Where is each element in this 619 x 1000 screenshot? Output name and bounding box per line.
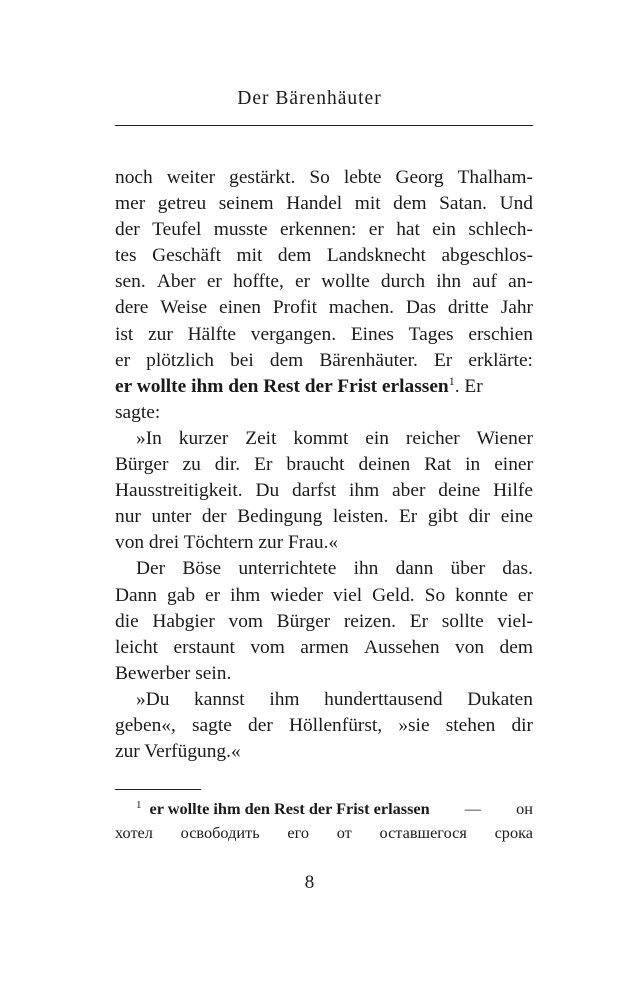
footnote-dash: — [464,799,482,818]
word: kommt [293,427,349,449]
word: Böse [182,558,222,580]
word: Rat [424,454,452,476]
word: erklärte: [468,349,533,371]
text-line [115,504,533,530]
word: Bedingung [237,506,323,528]
page-number: 8 [304,872,315,893]
word: kannst [194,688,245,710]
word: dem [499,636,533,658]
word: hunderttausend [324,688,443,710]
text-line: Bewerber sein. [115,662,232,684]
word: Eines [350,323,394,345]
word: hat [396,219,420,241]
word: viel [333,584,363,606]
footnote-number: 1 [136,799,142,811]
word: ihm [269,688,300,710]
text-line [115,478,533,504]
word: Zeit [245,427,277,449]
text-line [115,165,533,191]
word: tes [115,245,137,267]
word: dem [393,193,427,215]
word: vergangen. [250,323,337,345]
text-line [115,348,533,374]
word: Tages [408,323,454,345]
word: dir [468,506,491,528]
word: aber [392,480,426,502]
word: deinen [358,454,411,476]
word: zur [148,323,173,345]
word: leisten. [332,506,389,528]
word: plötzlich [146,349,215,371]
text-line [115,243,533,269]
word: darfst [292,480,337,502]
word: erschien [468,323,533,345]
word: Profit [272,297,318,319]
word: sollte [441,610,484,632]
word: Georg [395,167,444,188]
word: ein [365,427,389,449]
word: Das [405,297,437,319]
word: deine [438,480,481,502]
text-line-bold: er wollte ihm den Rest der Frist erlassen$^1$. Er [115,373,483,397]
word: dritte [447,297,489,319]
text-line [115,269,533,295]
word: Bürger [115,454,169,476]
word: Geschäft [152,245,221,267]
footnote-word: оставшегося [379,822,467,842]
word: Höllenfürst, [288,714,383,736]
word: das. [502,558,533,580]
text-line [115,217,533,243]
word: Hälfte [187,323,237,345]
word: Jahr [500,297,533,319]
word: Geld. [372,584,415,606]
word: dere [115,297,149,319]
word: seinem [218,193,274,215]
word: der [248,714,273,736]
body-text [115,165,533,765]
word: Wiener [476,427,533,449]
text-line [115,191,533,217]
word: ihm [230,584,261,606]
word: reizen. [343,610,397,632]
word: auf [472,271,497,293]
footnote-word: от [336,822,352,842]
word: Und [499,193,533,215]
word: So [424,584,446,606]
word: machen. [328,297,395,319]
text-line [115,687,533,713]
word: Hilfe [493,480,533,502]
word: unter [151,506,192,528]
text-line [115,322,533,348]
word: der [115,219,140,241]
word: sagte [192,714,232,736]
word: viel- [497,610,533,632]
word: Teufel [152,219,202,241]
word: Dukaten [467,688,533,710]
word: vom [250,636,285,658]
text-line: zur Verfügung.« [115,741,241,763]
word: er [368,219,384,241]
word: er [205,584,221,606]
word: erstaunt [173,636,235,658]
word: reicher [405,427,460,449]
word: hoffte, [233,271,284,293]
word: So [309,167,330,188]
word: ist [115,323,134,345]
word: Satan. [439,193,488,215]
word: Bürger [276,610,331,632]
footnote-translation-start: он [516,799,533,818]
word: in [465,454,481,476]
word: Du [255,480,280,502]
word: »Du [136,688,170,710]
word: er [517,584,533,606]
word: der [201,506,227,528]
word: von [455,636,485,658]
word: mer [115,193,146,215]
text-line [115,452,533,478]
word: er [115,349,131,371]
word: dir. [214,454,241,476]
word: an- [508,271,533,293]
word: gab [167,584,196,606]
text-line [115,295,533,321]
word: armen [300,636,349,658]
word: stehen [445,714,496,736]
word: leicht [115,636,159,658]
word: musste [213,219,268,241]
text-line: sagte: [115,401,161,423]
word: wieder [270,584,324,606]
footnote-word: освободить [180,822,260,842]
word: gestärkt. [229,167,296,188]
word: gibt [427,506,458,528]
word: Aussehen [364,636,440,658]
word: »sie [398,714,430,736]
footnote-word: срока [494,822,533,842]
word: Thalham- [457,167,533,188]
word: wollte [321,271,370,293]
text-line [115,713,533,739]
word: eine [500,506,533,528]
text-line [115,426,533,452]
word: konnte [455,584,508,606]
word: dann [395,558,434,580]
text-line [115,609,533,635]
footnote-line [115,821,533,845]
word: nur [115,506,141,528]
footnote-line [115,797,533,821]
word: abgeschlos- [441,245,533,267]
word: Er [433,349,453,371]
footnote-word: хотел [115,822,153,842]
word: dir [511,714,533,736]
running-header: Der Bärenhäuter [237,88,382,109]
word: noch [115,167,153,188]
word: schlech- [468,219,533,241]
word: durch [380,271,426,293]
word: ihn [436,271,462,293]
footnote-rule [115,789,201,790]
word: ihn [353,558,379,580]
word: sen. [115,271,146,293]
word: kurzer [178,427,229,449]
text-line [115,635,533,661]
word: die [115,610,139,632]
word: Er [254,454,273,476]
word: geben«, [115,714,176,736]
word: einen [219,297,261,319]
bold-phrase: er wollte ihm den Rest der Frist erlassen [115,375,449,397]
footnote-term: er wollte ihm den Rest der Frist erlassen [149,799,430,818]
word: zu [182,454,201,476]
word: er [206,271,222,293]
word: unterrichtete [238,558,337,580]
word: ihm [349,480,380,502]
word: bei [230,349,254,371]
word: »In [136,427,162,449]
word: lebte [343,167,382,188]
word: getreu [157,193,207,215]
header-rule [115,125,533,126]
word: mit [354,193,381,215]
word: dem [277,245,312,267]
word: Aber [156,271,196,293]
word: weiter [166,167,216,188]
word: Dann [115,584,158,606]
word: Der [136,558,166,580]
word: Weise [160,297,208,319]
text-line: von drei Töchtern zur Frau.« [115,532,339,554]
word: dem [269,349,304,371]
text-line [115,556,533,582]
word: ein [432,219,456,241]
word: Handel [286,193,343,215]
footnote-word: его [287,822,310,842]
word: Landsknecht [326,245,426,267]
footnote-reference[interactable]: 1 [448,373,455,388]
word: erkennen: [279,219,357,241]
word: Hausstreitigkeit. [115,480,243,502]
word: Habgier [152,610,215,632]
word: Er [409,610,429,632]
footnote [115,797,533,844]
word: mit [236,245,263,267]
text-line [115,583,533,609]
word: vom [228,610,263,632]
word: Er [398,506,418,528]
word: er [295,271,311,293]
word: einer [494,454,533,476]
word: Bärenhäuter. [319,349,418,371]
word: über [450,558,485,580]
word: braucht [286,454,345,476]
